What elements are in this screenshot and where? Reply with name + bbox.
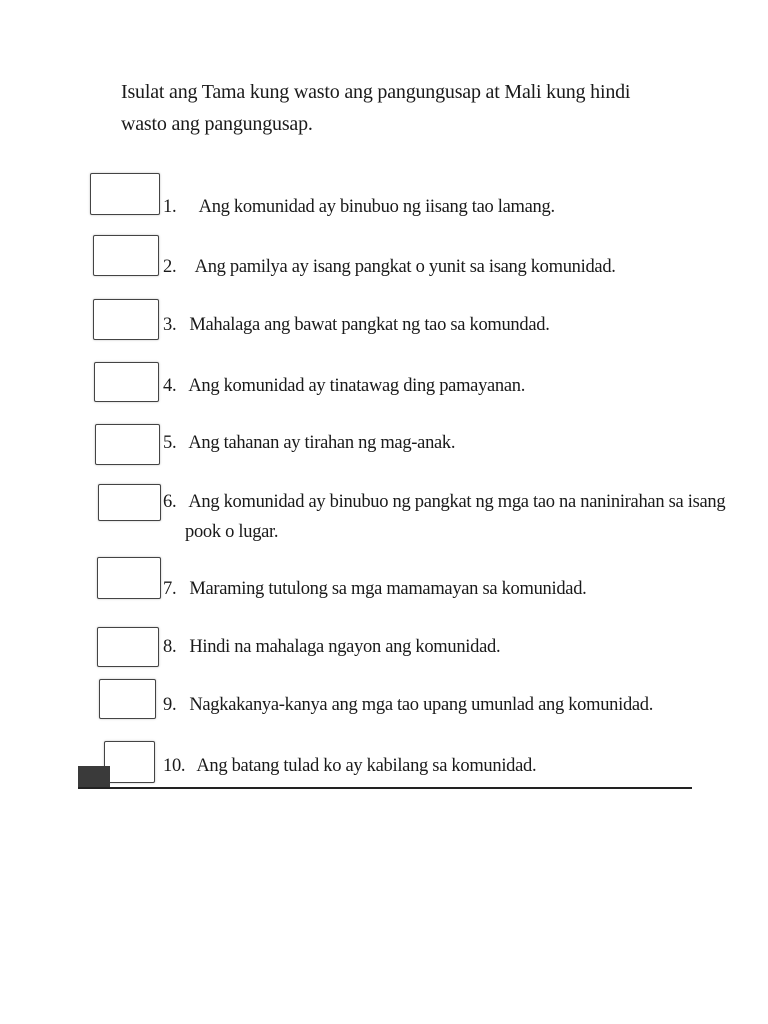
item-text-continued: pook o lugar.: [185, 522, 279, 542]
answer-box-2[interactable]: [93, 235, 159, 276]
item-text: Mahalaga ang bawat pangkat ng tao sa komundad.: [189, 315, 550, 335]
item-number: 9.: [163, 695, 177, 715]
item-number: 4.: [163, 376, 177, 396]
list-item: [163, 428, 455, 458]
list-item: [163, 252, 616, 282]
list-item: [163, 574, 586, 604]
item-number: 8.: [163, 637, 177, 657]
answer-box-5[interactable]: [95, 424, 160, 465]
list-item: [163, 310, 550, 340]
answer-box-9[interactable]: [99, 679, 156, 719]
item-number: 1.: [163, 197, 177, 217]
answer-box-10[interactable]: [104, 741, 155, 783]
item-text: Ang komunidad ay binubuo ng pangkat ng mga tao na naninirahan sa isang: [188, 492, 726, 512]
dark-corner-block: [78, 766, 110, 789]
answer-box-1[interactable]: [90, 173, 160, 215]
list-item: [163, 690, 653, 720]
bottom-rule: [78, 787, 692, 789]
answer-box-8[interactable]: [97, 627, 159, 667]
item-text: Hindi na mahalaga ngayon ang komunidad.: [189, 637, 501, 657]
item-text: Ang tahanan ay tirahan ng mag-anak.: [188, 433, 456, 453]
item-text: Maraming tutulong sa mga mamamayan sa komunidad.: [189, 579, 587, 599]
item-text: Ang komunidad ay binubuo ng iisang tao lamang.: [198, 197, 555, 217]
list-item: [163, 751, 536, 781]
item-number: 5.: [163, 433, 177, 453]
item-number: 6.: [163, 492, 177, 512]
list-item: [163, 192, 555, 222]
item-text: Nagkakanya-kanya ang mga tao upang umunlad ang komunidad.: [189, 695, 654, 715]
item-number: 2.: [163, 257, 177, 277]
item-text: Ang komunidad ay tinatawag ding pamayanan.: [188, 376, 526, 396]
answer-box-7[interactable]: [97, 557, 161, 599]
item-number: 3.: [163, 315, 177, 335]
list-item: [163, 632, 500, 662]
instructions: Isulat ang Tama kung wasto ang pangungusap at Mali kung hindi wasto ang pangungusap.: [121, 81, 631, 135]
answer-box-4[interactable]: [94, 362, 159, 402]
item-text: Ang batang tulad ko ay kabilang sa komunidad.: [196, 756, 537, 776]
item-number: 7.: [163, 579, 177, 599]
list-item: [163, 487, 725, 547]
answer-box-6[interactable]: [98, 484, 161, 521]
item-number: 10.: [163, 756, 186, 776]
item-text: Ang pamilya ay isang pangkat o yunit sa isang komunidad.: [194, 257, 616, 277]
list-item: [163, 371, 525, 401]
answer-box-3[interactable]: [93, 299, 159, 340]
